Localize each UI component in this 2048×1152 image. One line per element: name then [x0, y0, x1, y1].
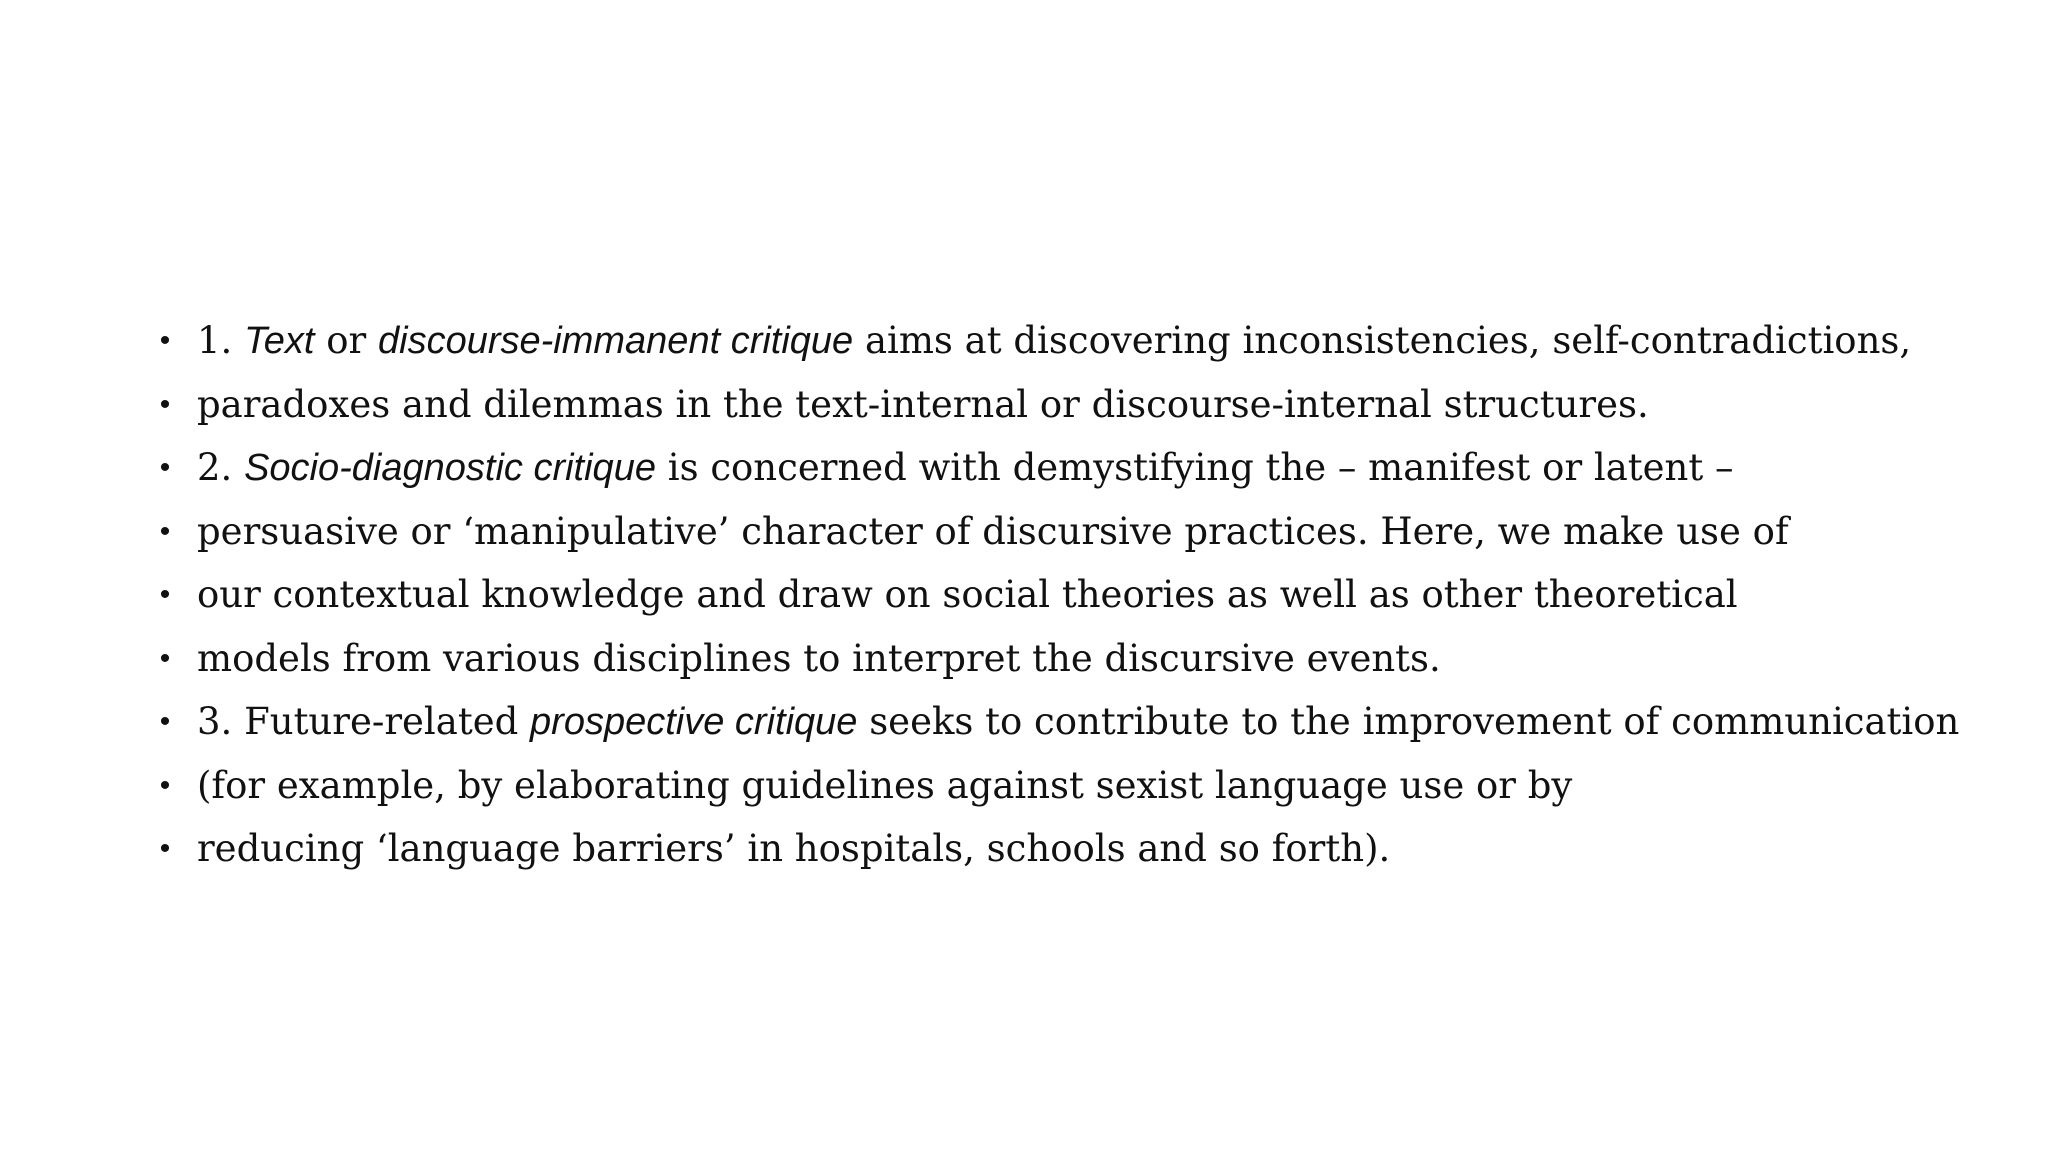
- bullet-line: [155, 309, 1959, 373]
- bullet-icon: •: [159, 768, 171, 802]
- bullet-text: 3. Future-related: [197, 700, 531, 743]
- bullet-text: seeks to contribute to the improvement of communication: [857, 700, 1960, 743]
- emphasized-term: Socio-diagnostic critique: [244, 447, 656, 489]
- bullet-text: or: [314, 319, 378, 362]
- bullet-line: [155, 627, 1959, 691]
- bullet-text: reducing ‘language barriers’ in hospitals, schools and so forth).: [197, 827, 1391, 870]
- bullet-line: [155, 563, 1959, 627]
- bullet-line: [155, 500, 1959, 564]
- bullet-text: is concerned with demystifying the – manifest or latent –: [655, 446, 1734, 489]
- bullet-line: [155, 373, 1959, 437]
- bullet-icon: •: [159, 324, 171, 357]
- bullet-text: aims at discovering inconsistencies, self-contradictions,: [853, 319, 1912, 362]
- bullet-icon: •: [159, 514, 171, 548]
- emphasized-term: Text: [244, 320, 315, 362]
- bullet-list: [155, 309, 1959, 881]
- bullet-icon: •: [159, 705, 171, 738]
- bullet-text: 1.: [197, 319, 245, 362]
- bullet-text: 2.: [197, 446, 245, 489]
- bullet-icon: •: [159, 578, 171, 611]
- bullet-text: paradoxes and dilemmas in the text-internal or discourse-internal structures.: [197, 382, 1649, 426]
- bullet-line: [155, 817, 1959, 881]
- bullet-text: persuasive or ‘manipulative’ character of discursive practices. Here, we make use of: [197, 509, 1789, 553]
- bullet-icon: •: [159, 641, 171, 675]
- bullet-line: [155, 690, 1959, 754]
- bullet-icon: •: [159, 387, 171, 421]
- emphasized-term: prospective critique: [530, 701, 858, 743]
- bullet-line: [155, 436, 1959, 500]
- bullet-line: [155, 754, 1959, 818]
- bullet-text: models from various disciplines to interpret the discursive events.: [197, 636, 1441, 680]
- bullet-text: (for example, by elaborating guidelines against sexist language use or by: [197, 763, 1573, 807]
- bullet-text: our contextual knowledge and draw on social theories as well as other theoretical: [197, 573, 1738, 616]
- bullet-icon: •: [159, 832, 171, 865]
- bullet-icon: •: [159, 451, 171, 484]
- emphasized-term: discourse-immanent critique: [378, 320, 854, 362]
